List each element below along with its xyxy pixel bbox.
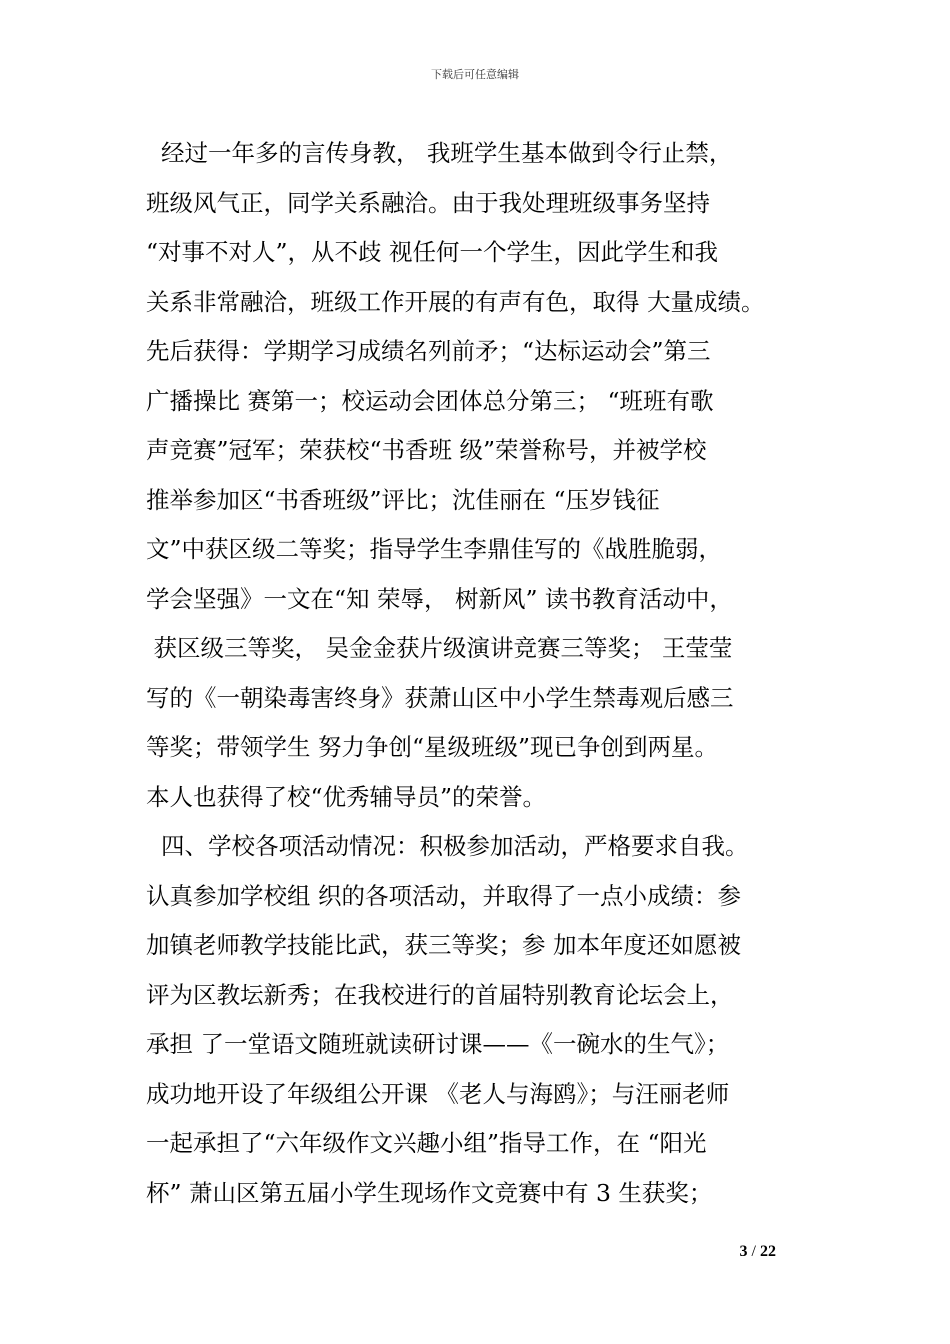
text-line: 评为区教坛新秀；在我校进行的首届特别教育论坛会上，: [146, 980, 734, 1009]
text-line: 等奖；带领学生 努力争创“星级班级”现已争创到两星。: [146, 733, 718, 761]
text-line: 获区级三等奖， 吴金金获片级演讲竞赛三等奖； 王莹莹: [146, 634, 733, 662]
text-line: 关系非常融洽，班级工作开展的有声有色，取得 大量成绩。: [146, 287, 765, 316]
text-line: 经过一年多的言传身教， 我班学生基本做到令行止禁，: [146, 139, 733, 167]
text-line: 声竞赛”冠军；荣获校“书香班 级”荣誉称号，并被学校: [146, 436, 707, 464]
text-line: 写的《一朝染毒害终身》获萧山区中小学生禁毒观后感三: [146, 683, 734, 712]
text-line: 成功地开设了年级组公开课 《老人与海鸥》；与汪丽老师: [146, 1079, 730, 1108]
text-line: 推举参加区“书香班级”评比；沈佳丽在 “压岁钱征: [146, 485, 660, 514]
text-line: 学会坚强》一文在“知 荣辱， 树新风” 读书教育活动中，: [146, 584, 733, 613]
text-line: 四、学校各项活动情况：积极参加活动，严格要求自我。: [146, 832, 749, 860]
text-line: 加镇老师教学技能比武，获三等奖；参 加本年度还如愿被: [146, 931, 741, 959]
header-note: 下载后可任意编辑: [431, 68, 519, 81]
text-line: 一起承担了“六年级作文兴趣小组”指导工作，在 “阳光: [146, 1129, 707, 1157]
text-line: 本人也获得了校“优秀辅导员”的荣誉。: [146, 782, 547, 811]
page-current: 3: [739, 1243, 748, 1260]
text-line: 先后获得：学期学习成绩名列前矛；“达标运动会”第三: [146, 337, 711, 365]
page-total: 22: [760, 1243, 776, 1260]
page-separator: /: [751, 1243, 756, 1260]
page-number: [740, 1243, 776, 1261]
text-line: 承担 了一堂语文随班就读研讨课——《一碗水的生气》；: [146, 1030, 730, 1058]
body-text: [146, 129, 826, 1218]
text-line: 杯” 萧山区第五届小学生现场作文竞赛中有 3 生获奖；: [146, 1178, 713, 1207]
text-line: 文”中获区级二等奖；指导学生李鼎佳写的《战胜脆弱，: [146, 535, 723, 563]
text-line: 认真参加学校组 织的各项活动，并取得了一点小成绩：参: [146, 881, 741, 910]
text-line: 班级风气正，同学关系融洽。由于我处理班级事务坚持: [146, 188, 710, 217]
text-line: 广播操比 赛第一；校运动会团体总分第三； “班班有歌: [146, 386, 714, 415]
text-line: “对事不对人”，从不歧 视任何一个学生，因此学生和我: [146, 238, 718, 266]
